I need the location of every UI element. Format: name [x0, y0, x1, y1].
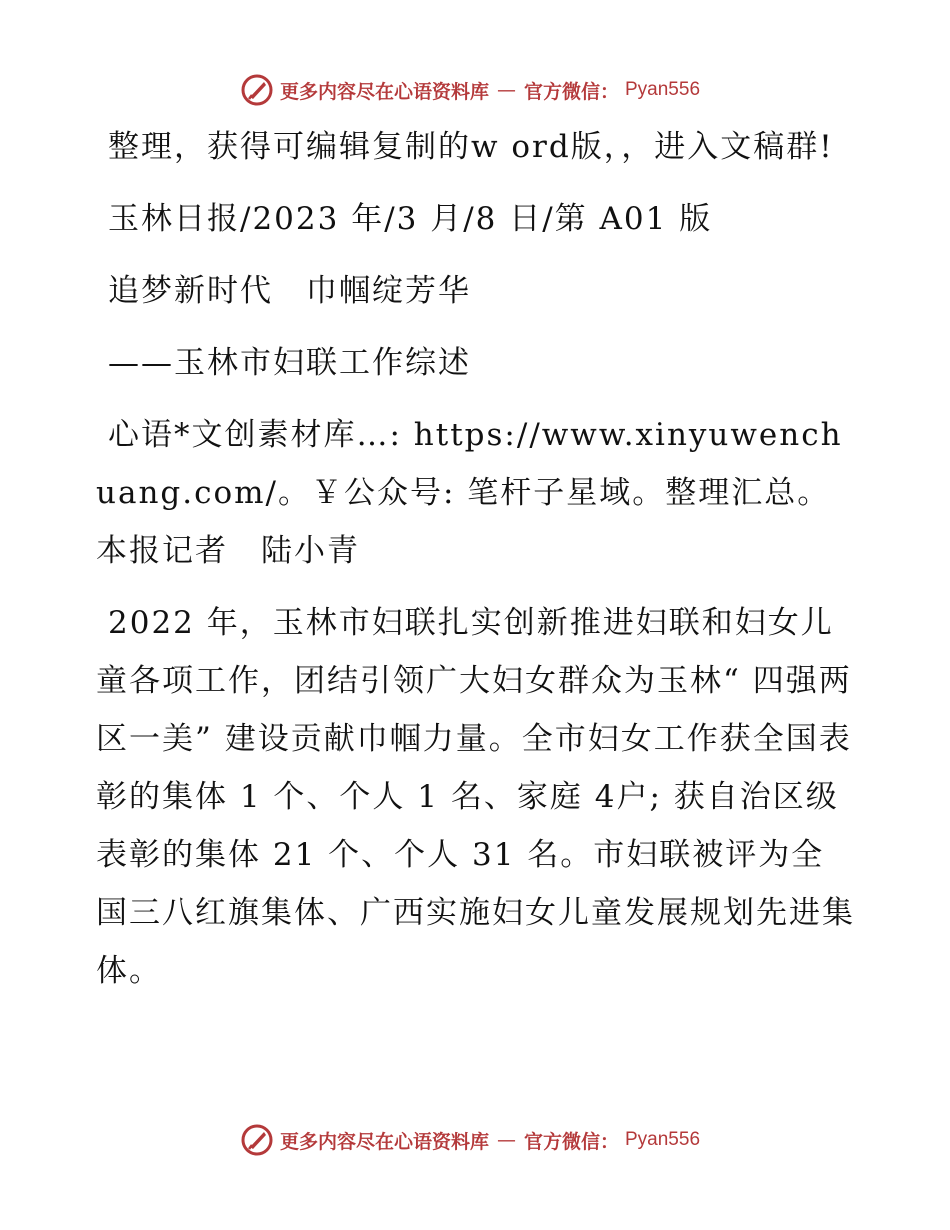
- quill-logo-icon: [240, 73, 274, 107]
- quill-logo-icon: [240, 1123, 274, 1157]
- banner-title: 更多内容尽在心语资料库: [279, 80, 489, 103]
- banner-separator: —: [496, 1129, 516, 1151]
- banner-wechat-id: Pyan556: [625, 79, 701, 100]
- header-banner: [0, 70, 950, 110]
- banner-wechat-label: 官方微信：: [523, 80, 619, 103]
- footer-banner: [0, 1120, 950, 1160]
- banner-wechat-label: 官方微信：: [523, 1130, 619, 1153]
- body-paragraph: 2022 年，玉林市妇联扎实创新推进妇联和妇女儿童各项工作，团结引领广大妇女群众为玉林“ 四强两区一美” 建设贡献巾帼力量。全市妇女工作获全国表彰的集体 1 个、个人 1 名、家庭 4户; 获自治区级表彰的集体 21 个、个人 31 名。市妇联被评为全国三八红旗集体、广西实施妇女儿童发展规划先进集体。: [96, 605, 855, 989]
- banner-title: 更多内容尽在心语资料库: [279, 1130, 489, 1153]
- header-banner-content: [240, 73, 700, 107]
- byline-paragraph: 心语*文创素材库…: https://www.xinyuwenchuang.com/。￥公众号: 笔杆子星域。整理汇总。本报记者 陆小青: [96, 417, 843, 569]
- banner-separator: —: [496, 79, 516, 101]
- article-title: 追梦新时代 巾帼绽芳华: [108, 273, 471, 309]
- article-subtitle: ——玉林市妇联工作综述: [108, 345, 471, 381]
- source-line: 玉林日报/2023 年/3 月/8 日/第 A01 版: [108, 201, 713, 237]
- intro-paragraph: 整理，获得可编辑复制的w ord版，，进入文稿群!: [108, 129, 834, 165]
- banner-wechat-id: Pyan556: [625, 1129, 701, 1150]
- footer-banner-content: [240, 1123, 700, 1157]
- document-body: [96, 118, 856, 1014]
